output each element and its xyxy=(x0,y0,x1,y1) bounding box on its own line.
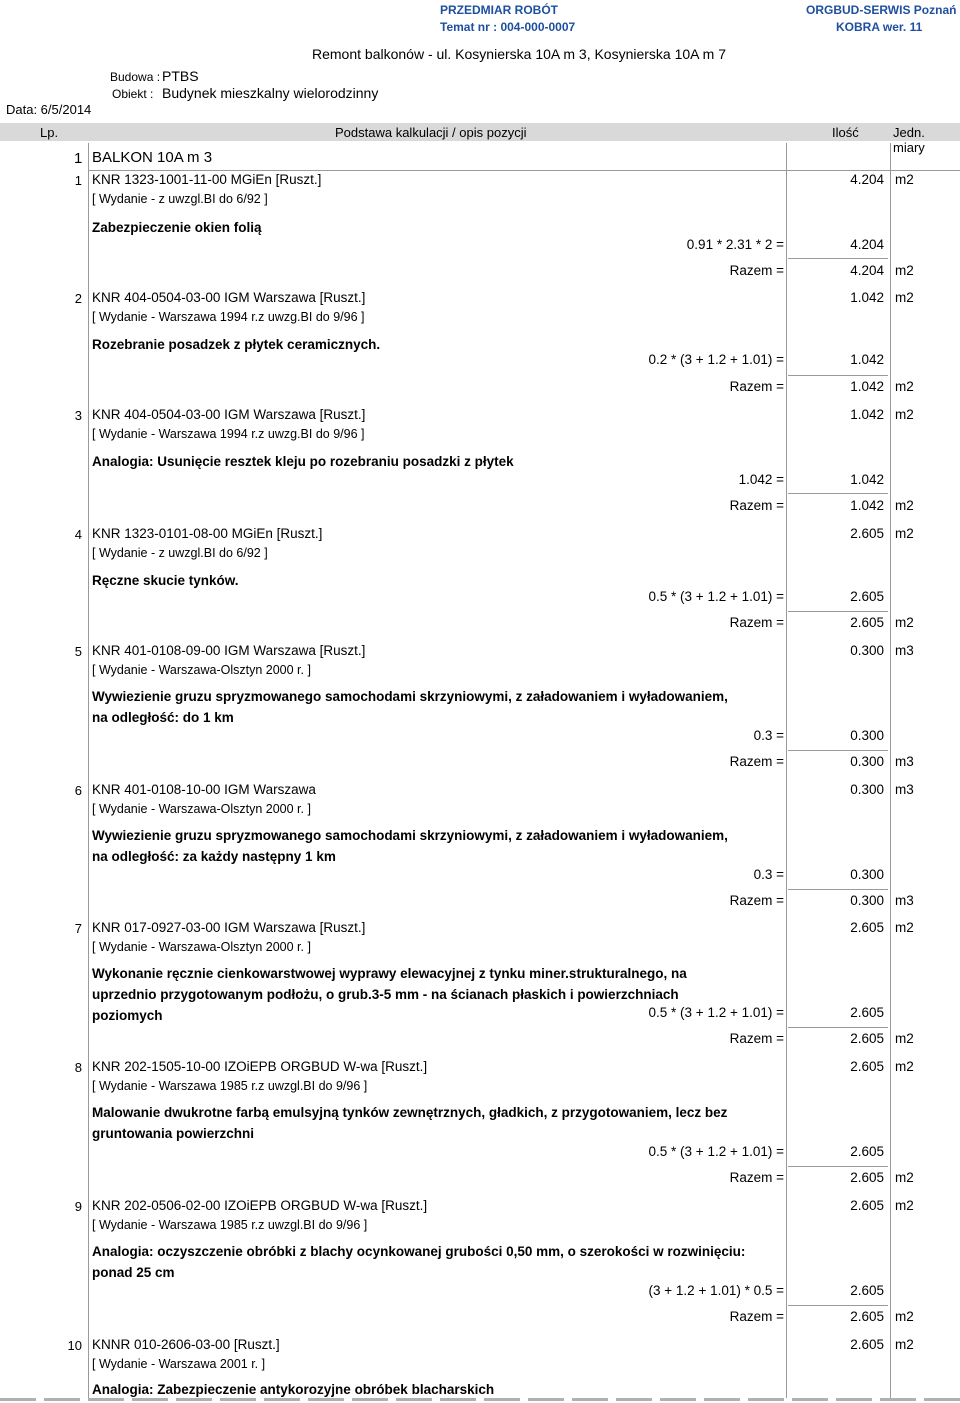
document-date: Data: 6/5/2014 xyxy=(6,102,92,117)
formula-value: 1.042 xyxy=(850,352,884,367)
position-unit: m2 xyxy=(895,290,914,305)
position-code: KNR 1323-1001-11-00 MGiEn [Ruszt.] xyxy=(92,172,322,187)
razem-label: Razem = xyxy=(729,1031,784,1046)
formula-text: 0.2 * (3 + 1.2 + 1.01) = xyxy=(648,352,784,367)
razem-unit: m3 xyxy=(895,754,914,769)
position-description: Rozebranie posadzek z płytek ceramicznych. xyxy=(92,337,381,352)
razem-rule xyxy=(788,1305,888,1306)
razem-label: Razem = xyxy=(729,615,784,630)
razem-value: 2.605 xyxy=(850,615,884,630)
razem-unit: m2 xyxy=(895,1170,914,1185)
position-number: 2 xyxy=(74,291,82,306)
razem-rule xyxy=(788,1027,888,1028)
position-code: KNR 1323-0101-08-00 MGiEn [Ruszt.] xyxy=(92,526,323,541)
formula-value: 1.042 xyxy=(850,472,884,487)
position-number: 8 xyxy=(74,1060,82,1075)
position-number: 10 xyxy=(67,1338,82,1353)
position-edition: [ Wydanie - Warszawa-Olsztyn 2000 r. ] xyxy=(92,802,311,816)
position-code: KNR 404-0504-03-00 IGM Warszawa [Ruszt.] xyxy=(92,290,366,305)
position-edition: [ Wydanie - Warszawa 1994 r.z uwzg.BI do 9/96 ] xyxy=(92,310,365,324)
position-quantity: 2.605 xyxy=(850,1198,884,1213)
position-number: 4 xyxy=(74,527,82,542)
formula-text: 0.91 * 2.31 * 2 = xyxy=(686,237,784,252)
position-quantity: 4.204 xyxy=(850,172,884,187)
razem-value: 2.605 xyxy=(850,1170,884,1185)
razem-value: 1.042 xyxy=(850,379,884,394)
position-edition: [ Wydanie - Warszawa 1994 r.z uwzg.BI do 9/96 ] xyxy=(92,427,365,441)
obiekt-label: Obiekt : xyxy=(112,87,154,101)
position-quantity: 2.605 xyxy=(850,526,884,541)
position-code: KNR 202-1505-10-00 IZOiEPB ORGBUD W-wa [Ruszt.] xyxy=(92,1059,428,1074)
position-quantity: 1.042 xyxy=(850,290,884,305)
formula-text: 0.3 = xyxy=(753,728,784,743)
formula-value: 0.300 xyxy=(850,728,884,743)
position-unit: m2 xyxy=(895,526,914,541)
position-description: Analogia: oczyszczenie obróbki z blachy ocynkowanej grubości 0,50 mm, o szerokości w rozwinięciu: ponad 25 cm xyxy=(92,1244,746,1280)
razem-rule xyxy=(788,889,888,890)
position-unit: m3 xyxy=(895,782,914,797)
razem-rule xyxy=(788,493,888,494)
razem-rule xyxy=(788,375,888,376)
razem-rule xyxy=(788,258,888,259)
position-quantity: 0.300 xyxy=(850,643,884,658)
position-number: 6 xyxy=(74,783,82,798)
formula-text: 0.5 * (3 + 1.2 + 1.01) = xyxy=(648,1144,784,1159)
position-number: 1 xyxy=(74,173,82,188)
razem-label: Razem = xyxy=(729,893,784,908)
position-quantity: 2.605 xyxy=(850,1059,884,1074)
razem-unit: m3 xyxy=(895,893,914,908)
formula-value: 2.605 xyxy=(850,1005,884,1020)
razem-label: Razem = xyxy=(729,498,784,513)
position-description: Zabezpieczenie okien folią xyxy=(92,220,262,235)
position-quantity: 0.300 xyxy=(850,782,884,797)
doc-number: Temat nr : 004-000-0007 xyxy=(440,20,576,34)
razem-unit: m2 xyxy=(895,615,914,630)
formula-text: (3 + 1.2 + 1.01) * 0.5 = xyxy=(648,1283,784,1298)
formula-text: 0.5 * (3 + 1.2 + 1.01) = xyxy=(648,1005,784,1020)
col-qty: Ilość xyxy=(832,125,859,140)
razem-unit: m2 xyxy=(895,1309,914,1324)
razem-label: Razem = xyxy=(729,754,784,769)
position-edition: [ Wydanie - Warszawa 1985 r.z uwzgl.BI do 9/96 ] xyxy=(92,1218,368,1232)
razem-value: 0.300 xyxy=(850,754,884,769)
razem-rule xyxy=(788,1166,888,1167)
position-code: KNR 202-0506-02-00 IZOiEPB ORGBUD W-wa [Ruszt.] xyxy=(92,1198,428,1213)
razem-value: 2.605 xyxy=(850,1031,884,1046)
section-separator xyxy=(88,170,960,171)
position-description: Wykonanie ręcznie cienkowarstwowej wyprawy elewacyjnej z tynku miner.strukturalnego, na uprzednio przygotowanym podłożu, o grub.3-5 mm - na ścianach płaskich i powierzchniach poziomych xyxy=(92,966,687,1023)
position-code: KNNR 010-2606-03-00 [Ruszt.] xyxy=(92,1337,280,1352)
position-edition: [ Wydanie - Warszawa-Olsztyn 2000 r. ] xyxy=(92,940,311,954)
company-name: ORGBUD-SERWIS Poznań xyxy=(806,3,957,17)
formula-value: 0.300 xyxy=(850,867,884,882)
position-quantity: 1.042 xyxy=(850,407,884,422)
column-header-row xyxy=(0,123,960,155)
position-description: Analogia: Usunięcie resztek kleju po rozebraniu posadzki z płytek xyxy=(92,454,514,469)
razem-unit: m2 xyxy=(895,263,914,278)
position-unit: m2 xyxy=(895,172,914,187)
col-lp: Lp. xyxy=(40,125,59,140)
position-number: 5 xyxy=(74,644,82,659)
position-edition: [ Wydanie - z uwzgl.BI do 6/92 ] xyxy=(92,192,268,206)
position-edition: [ Wydanie - Warszawa-Olsztyn 2000 r. ] xyxy=(92,663,311,677)
position-unit: m3 xyxy=(895,643,914,658)
section-number: 1 xyxy=(74,150,83,167)
formula-value: 2.605 xyxy=(850,589,884,604)
position-edition: [ Wydanie - Warszawa 2001 r. ] xyxy=(92,1357,266,1371)
razem-value: 4.204 xyxy=(850,263,884,278)
budowa-label: Budowa : xyxy=(110,70,161,84)
position-unit: m2 xyxy=(895,1198,914,1213)
grid-line xyxy=(88,143,89,1398)
col-unit: Jedn. miary xyxy=(893,125,925,155)
grid-line xyxy=(890,143,891,1398)
position-number: 9 xyxy=(74,1199,82,1214)
budowa-value: PTBS xyxy=(162,68,199,84)
formula-text: 0.5 * (3 + 1.2 + 1.01) = xyxy=(648,589,784,604)
razem-value: 1.042 xyxy=(850,498,884,513)
position-unit: m2 xyxy=(895,1059,914,1074)
software-version: KOBRA wer. 11 xyxy=(836,20,923,34)
formula-value: 4.204 xyxy=(850,237,884,252)
razem-value: 0.300 xyxy=(850,893,884,908)
razem-unit: m2 xyxy=(895,498,914,513)
formula-text: 0.3 = xyxy=(753,867,784,882)
section-title: BALKON 10A m 3 xyxy=(92,149,213,166)
position-unit: m2 xyxy=(895,407,914,422)
position-edition: [ Wydanie - Warszawa 1985 r.z uwzgl.BI do 9/96 ] xyxy=(92,1079,368,1093)
position-number: 7 xyxy=(74,921,82,936)
position-quantity: 2.605 xyxy=(850,920,884,935)
position-description: Ręczne skucie tynków. xyxy=(92,573,239,588)
position-description: Wywiezienie gruzu spryzmowanego samochodami skrzyniowymi, z załadowaniem i wyładowaniem, na odległość: za każdy następny 1 km xyxy=(92,828,728,864)
col-basis: Podstawa kalkulacji / opis pozycji xyxy=(335,125,527,140)
project-title: Remont balkonów - ul. Kosynierska 10A m 3, Kosynierska 10A m 7 xyxy=(312,46,726,62)
position-description: Analogia: Zabezpieczenie antykorozyjne obróbek blacharskich xyxy=(92,1382,495,1397)
formula-value: 2.605 xyxy=(850,1144,884,1159)
position-description: Wywiezienie gruzu spryzmowanego samochodami skrzyniowymi, z załadowaniem i wyładowaniem, na odległość: do 1 km xyxy=(92,689,728,725)
razem-rule xyxy=(788,750,888,751)
razem-unit: m2 xyxy=(895,379,914,394)
razem-rule xyxy=(788,611,888,612)
position-code: KNR 017-0927-03-00 IGM Warszawa [Ruszt.] xyxy=(92,920,366,935)
position-code: KNR 404-0504-03-00 IGM Warszawa [Ruszt.] xyxy=(92,407,366,422)
grid-line xyxy=(786,143,787,1398)
position-unit: m2 xyxy=(895,920,914,935)
obiekt-value: Budynek mieszkalny wielorodzinny xyxy=(162,85,379,101)
razem-label: Razem = xyxy=(729,1170,784,1185)
position-description: Malowanie dwukrotne farbą emulsyjną tynków zewnętrznych, gładkich, z przygotowaniem, lecz bez gruntowania powierzchni xyxy=(92,1105,728,1141)
razem-value: 2.605 xyxy=(850,1309,884,1324)
position-code: KNR 401-0108-09-00 IGM Warszawa [Ruszt.] xyxy=(92,643,366,658)
position-number: 3 xyxy=(74,408,82,423)
razem-label: Razem = xyxy=(729,379,784,394)
formula-text: 1.042 = xyxy=(738,472,784,487)
razem-label: Razem = xyxy=(729,1309,784,1324)
razem-label: Razem = xyxy=(729,263,784,278)
position-edition: [ Wydanie - z uwzgl.BI do 6/92 ] xyxy=(92,546,268,560)
formula-value: 2.605 xyxy=(850,1283,884,1298)
razem-unit: m2 xyxy=(895,1031,914,1046)
position-quantity: 2.605 xyxy=(850,1337,884,1352)
page-bottom-border xyxy=(0,1398,960,1401)
doc-title: PRZEDMIAR ROBÓT xyxy=(440,3,558,17)
position-unit: m2 xyxy=(895,1337,914,1352)
position-code: KNR 401-0108-10-00 IGM Warszawa xyxy=(92,782,316,797)
